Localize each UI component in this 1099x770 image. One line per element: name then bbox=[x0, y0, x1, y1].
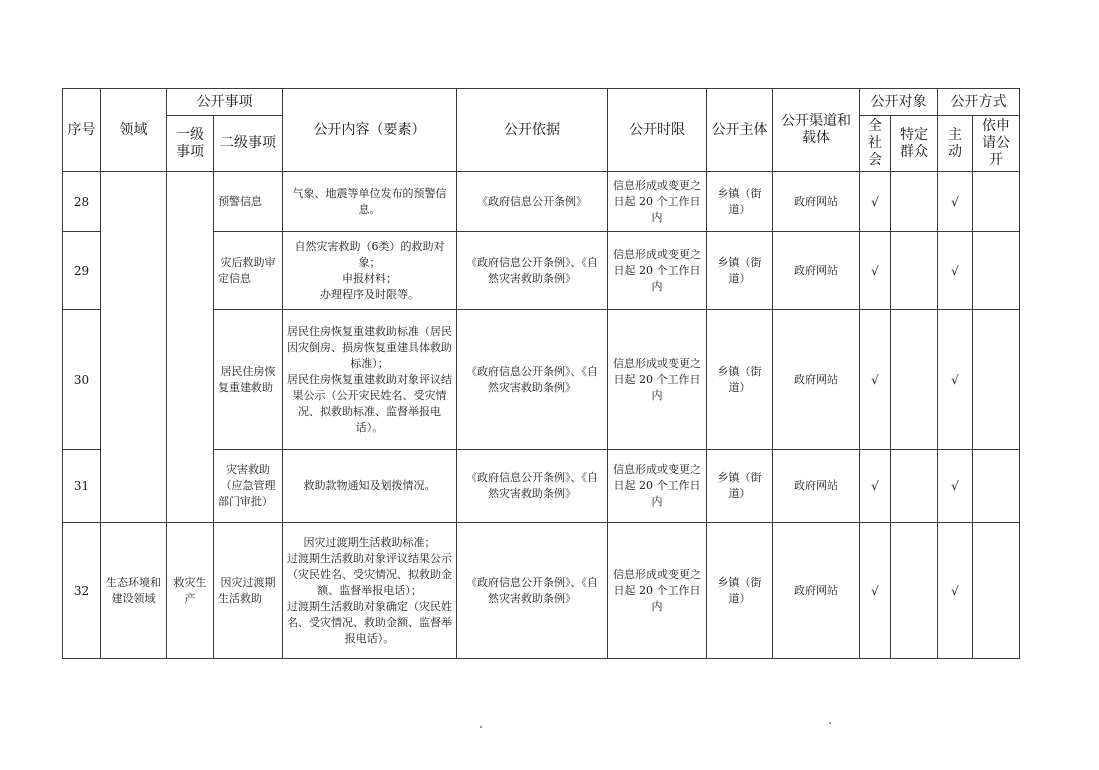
row-method-request bbox=[973, 172, 1020, 232]
disclosure-table bbox=[62, 88, 1020, 659]
scan-speck bbox=[480, 726, 482, 728]
row-level2: 灾害救助（应急管理部门审批） bbox=[214, 450, 283, 523]
row-channel: 政府网站 bbox=[773, 523, 860, 659]
row-channel: 政府网站 bbox=[773, 232, 860, 310]
row-level2: 灾后救助审定信息 bbox=[214, 232, 283, 310]
row-target-all: √ bbox=[860, 523, 891, 659]
row-method-active: √ bbox=[938, 450, 973, 523]
scan-speck bbox=[829, 722, 831, 724]
row-seq: 29 bbox=[63, 232, 101, 310]
row-basis: 《政府信息公开条例》、《自然灾害救助条例》 bbox=[457, 450, 608, 523]
row-method-active: √ bbox=[938, 232, 973, 310]
table-header bbox=[63, 89, 1020, 172]
row-timing: 信息形成或变更之日起 20 个工作日内 bbox=[608, 523, 707, 659]
row-method-active: √ bbox=[938, 172, 973, 232]
header-method-active: 主动 bbox=[938, 116, 973, 172]
row-subject: 乡镇（街道） bbox=[707, 523, 773, 659]
header-level1: 一级事项 bbox=[167, 116, 214, 172]
row-method-request bbox=[973, 310, 1020, 450]
row-target-specific bbox=[891, 232, 938, 310]
row-target-all: √ bbox=[860, 450, 891, 523]
row-basis: 《政府信息公开条例》、《自然灾害救助条例》 bbox=[457, 523, 608, 659]
header-target-all: 全社会 bbox=[860, 116, 891, 172]
header-basis: 公开依据 bbox=[457, 89, 608, 172]
row-seq: 28 bbox=[63, 172, 101, 232]
row-level1: 救灾生产 bbox=[167, 523, 214, 659]
row-seq: 31 bbox=[63, 450, 101, 523]
header-method-group: 公开方式 bbox=[938, 89, 1020, 116]
row-level2: 居民住房恢复重建救助 bbox=[214, 310, 283, 450]
row-target-all: √ bbox=[860, 310, 891, 450]
row-subject: 乡镇（街道） bbox=[707, 310, 773, 450]
row-method-request bbox=[973, 232, 1020, 310]
header-target-group: 公开对象 bbox=[860, 89, 938, 116]
header-channel: 公开渠道和载体 bbox=[773, 89, 860, 172]
header-seq: 序号 bbox=[63, 89, 101, 172]
header-timing: 公开时限 bbox=[608, 89, 707, 172]
row-subject: 乡镇（街道） bbox=[707, 232, 773, 310]
row-timing: 信息形成或变更之日起 20 个工作日内 bbox=[608, 310, 707, 450]
header-content: 公开内容（要素） bbox=[283, 89, 457, 172]
header-subject: 公开主体 bbox=[707, 89, 773, 172]
header-method-request: 依申请公开 bbox=[973, 116, 1020, 172]
row-level2: 因灾过渡期生活救助 bbox=[214, 523, 283, 659]
row-timing: 信息形成或变更之日起 20 个工作日内 bbox=[608, 232, 707, 310]
row-method-request bbox=[973, 450, 1020, 523]
row-seq: 30 bbox=[63, 310, 101, 450]
row-basis: 《政府信息公开条例》 bbox=[457, 172, 608, 232]
row-timing: 信息形成或变更之日起 20 个工作日内 bbox=[608, 450, 707, 523]
row-method-request bbox=[973, 523, 1020, 659]
row-target-specific bbox=[891, 310, 938, 450]
row-subject: 乡镇（街道） bbox=[707, 172, 773, 232]
row-target-specific bbox=[891, 172, 938, 232]
row-target-specific bbox=[891, 450, 938, 523]
header-items-group: 公开事项 bbox=[167, 89, 283, 116]
row-domain-empty bbox=[101, 172, 167, 523]
row-channel: 政府网站 bbox=[773, 172, 860, 232]
row-timing: 信息形成或变更之日起 20 个工作日内 bbox=[608, 172, 707, 232]
row-channel: 政府网站 bbox=[773, 450, 860, 523]
row-target-all: √ bbox=[860, 172, 891, 232]
row-content: 自然灾害救助（6类）的救助对象； 申报材料； 办理程序及时限等。 bbox=[283, 232, 457, 310]
row-level1-empty bbox=[167, 172, 214, 523]
header-target-specific: 特定群众 bbox=[891, 116, 938, 172]
row-basis: 《政府信息公开条例》、《自然灾害救助条例》 bbox=[457, 232, 608, 310]
row-method-active: √ bbox=[938, 523, 973, 659]
table-row bbox=[63, 523, 1020, 659]
row-level2: 预警信息 bbox=[214, 172, 283, 232]
row-domain: 生态环境和建设领域 bbox=[101, 523, 167, 659]
row-seq: 32 bbox=[63, 523, 101, 659]
table-row bbox=[63, 172, 1020, 232]
row-target-all: √ bbox=[860, 232, 891, 310]
header-domain: 领域 bbox=[101, 89, 167, 172]
row-content: 气象、地震等单位发布的预警信息。 bbox=[283, 172, 457, 232]
row-content: 救助款物通知及划拨情况。 bbox=[283, 450, 457, 523]
row-basis: 《政府信息公开条例》、《自然灾害救助条例》 bbox=[457, 310, 608, 450]
row-content: 居民住房恢复重建救助标准（居民因灾倒房、损房恢复重建具体救助标准）； 居民住房恢复重建救助对象评议结果公示（公开灾民姓名、受灾情况、拟救助标准、监督举报电话）。 bbox=[283, 310, 457, 450]
row-content: 因灾过渡期生活救助标准； 过渡期生活救助对象评议结果公示（灾民姓名、受灾情况、拟救助金额、监督举报电话）； 过渡期生活救助对象确定（灾民姓名、受灾情况、救助金额、监督举报电话）。 bbox=[283, 523, 457, 659]
header-level2: 二级事项 bbox=[214, 116, 283, 172]
row-subject: 乡镇（街道） bbox=[707, 450, 773, 523]
row-method-active: √ bbox=[938, 310, 973, 450]
row-channel: 政府网站 bbox=[773, 310, 860, 450]
row-target-specific bbox=[891, 523, 938, 659]
